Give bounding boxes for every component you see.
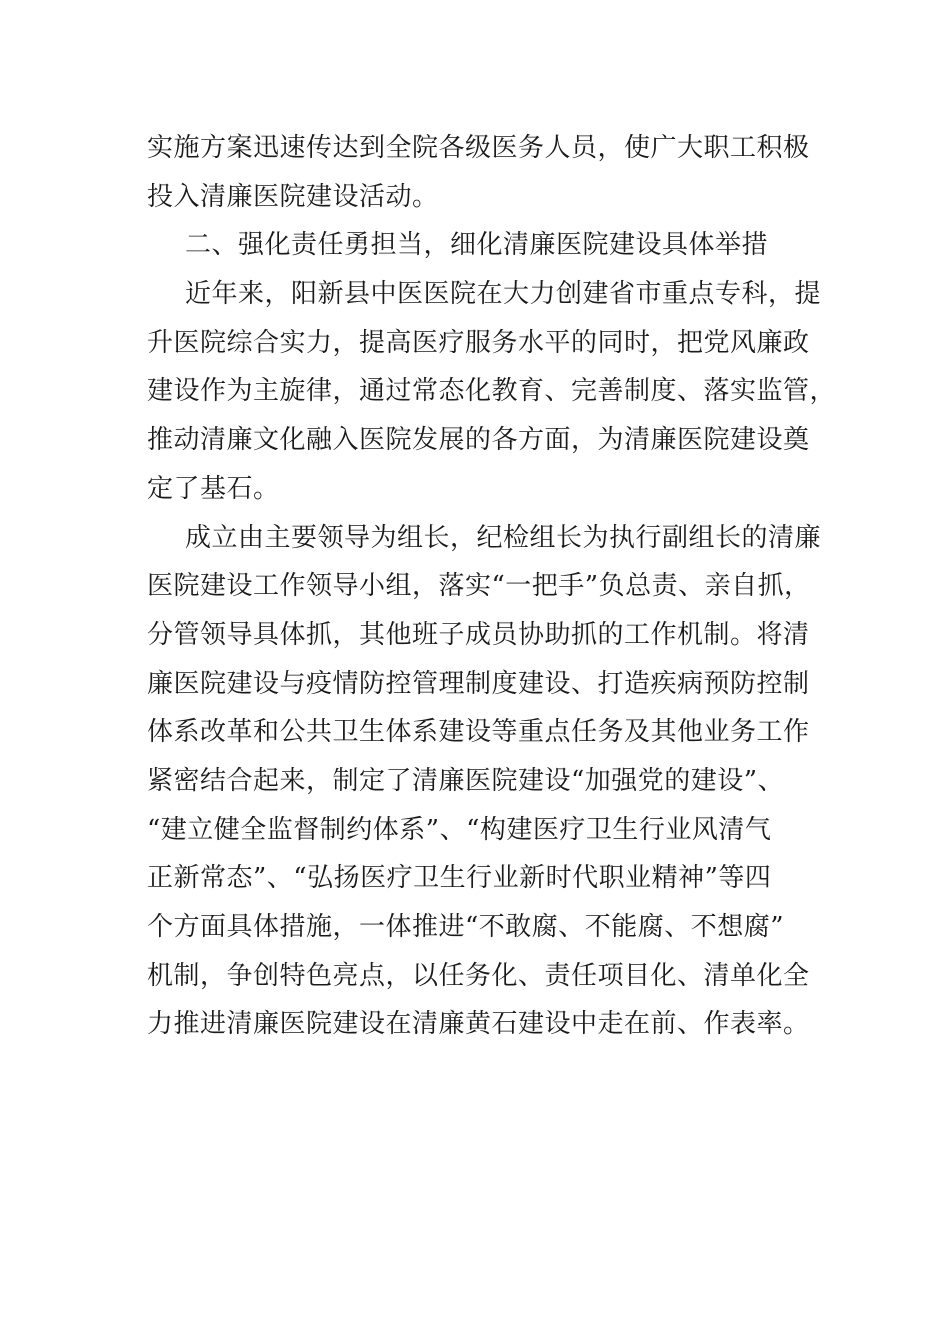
- text-line: 近年来，阳新县中医医院在大力创建省市重点专科，提: [185, 279, 822, 310]
- text-line: 体系改革和公共卫生体系建设等重点任务及其他业务工作: [147, 717, 810, 748]
- text-line: “建立健全监督制约体系”、“构建医疗卫生行业风清气: [147, 814, 772, 845]
- text-line: 机制，争创特色亮点，以任务化、责任项目化、清单化全: [147, 960, 810, 991]
- text-line: 廉医院建设与疫情防控管理制度建设、打造疾病预防控制: [147, 668, 810, 699]
- text-line: 建设作为主旋律，通过常态化教育、完善制度、落实监管，: [147, 376, 837, 407]
- text-line: 医院建设工作领导小组，落实“一把手”负总责、亲自抓，: [147, 571, 811, 602]
- text-line: 力推进清廉医院建设在清廉黄石建设中走在前、作表率。: [147, 1009, 810, 1040]
- text-line: 分管领导具体抓，其他班子成员协助抓的工作机制。将清: [147, 619, 810, 650]
- document-body: [147, 124, 837, 1049]
- text-line: 成立由主要领导为组长，纪检组长为执行副组长的清廉: [185, 522, 822, 553]
- text-line: 正新常态”、“弘扬医疗卫生行业新时代职业精神”等四: [147, 863, 772, 894]
- text-line: 投入清廉医院建设活动。: [147, 181, 439, 212]
- text-line: 实施方案迅速传达到全院各级医务人员，使广大职工积极: [147, 133, 810, 163]
- text-line: 升医院综合实力，提高医疗服务水平的同时，把党风廉政: [147, 327, 810, 358]
- text-line: 二、强化责任勇担当，细化清廉医院建设具体举措: [185, 230, 769, 261]
- text-line: 推动清廉文化融入医院发展的各方面，为清廉医院建设奠: [147, 425, 810, 456]
- text-line: 紧密结合起来，制定了清廉医院建设“加强党的建设”、: [147, 765, 785, 796]
- text-line: 个方面具体措施，一体推进“不敢腐、不能腐、不想腐”: [147, 912, 785, 942]
- text-line: 定了基石。: [147, 473, 280, 504]
